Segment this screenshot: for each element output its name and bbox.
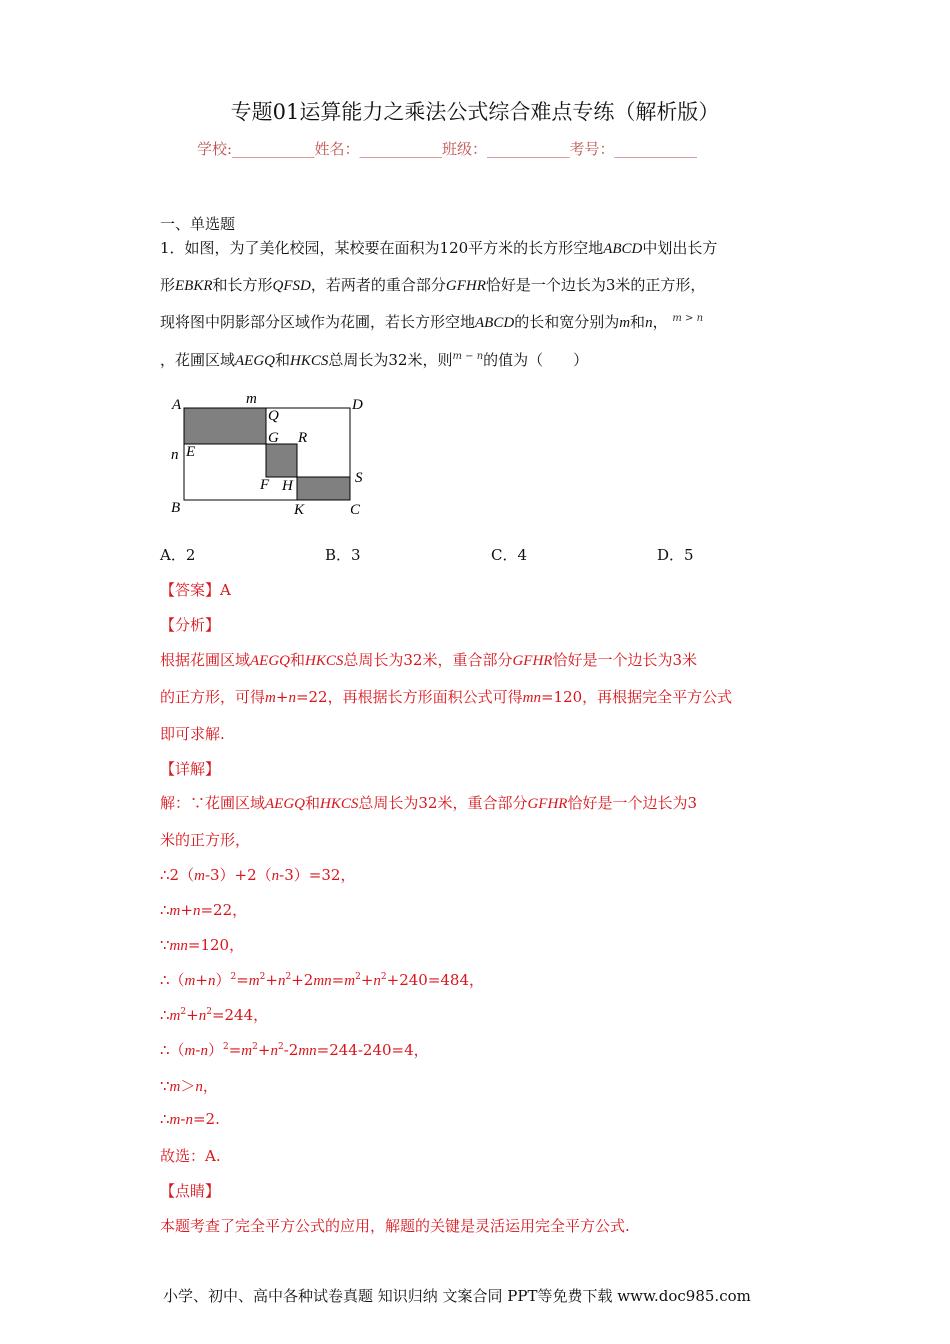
text-segment: m bbox=[194, 868, 205, 884]
text-segment: + bbox=[265, 971, 278, 989]
text-segment: 和 bbox=[275, 351, 291, 369]
label-m: m bbox=[246, 391, 257, 407]
text-line bbox=[160, 686, 732, 707]
text-segment: ABCD bbox=[475, 315, 515, 331]
answer-line: 【答案】A bbox=[160, 581, 231, 599]
text-line bbox=[160, 274, 705, 295]
text-segment: 米的正方形， bbox=[160, 831, 251, 849]
label-f: F bbox=[260, 477, 270, 493]
text-segment: 形 bbox=[160, 276, 176, 294]
option-a: A．2 bbox=[160, 546, 196, 564]
label-k: K bbox=[294, 502, 305, 518]
text-segment: ∴（ bbox=[160, 971, 185, 989]
text-segment: ∴ bbox=[160, 1006, 170, 1024]
text-segment: =22， bbox=[200, 901, 248, 919]
text-segment: 恰好是一个边长为3米 bbox=[552, 651, 698, 669]
shaded-gfhr bbox=[266, 444, 297, 477]
text-line bbox=[160, 899, 247, 920]
label-a: A bbox=[172, 397, 182, 413]
text-segment: 总周长为32米，重合部分 bbox=[343, 651, 513, 669]
text-segment: m bbox=[344, 973, 356, 989]
label-r: R bbox=[298, 430, 308, 446]
text-segment: GFHR bbox=[445, 278, 486, 294]
text-segment: 恰好是一个边长为3 bbox=[567, 794, 698, 812]
text-segment: 2 bbox=[222, 1042, 229, 1052]
text-line bbox=[160, 723, 225, 744]
text-segment: m bbox=[169, 1008, 181, 1024]
text-segment: GFHR bbox=[512, 653, 553, 669]
comment-heading: 【点睛】 bbox=[160, 1182, 221, 1200]
text-segment: ∵ bbox=[160, 1077, 170, 1095]
text-line bbox=[160, 237, 717, 258]
text-segment: ） bbox=[215, 971, 231, 989]
text-segment: =120，再根据完全平方公式 bbox=[540, 688, 733, 706]
label-s: S bbox=[355, 470, 363, 486]
text-segment: n bbox=[198, 1008, 207, 1024]
text-segment: m bbox=[169, 1112, 181, 1128]
text-segment: + bbox=[257, 1041, 271, 1059]
text-segment: +240=484， bbox=[386, 971, 485, 989]
text-segment: 总周长为32米，则 bbox=[328, 351, 453, 369]
text-segment: n bbox=[192, 903, 201, 919]
text-segment: - bbox=[195, 1041, 201, 1059]
student-info-line: 学校:___________姓名：___________班级：___________考号：___________ bbox=[197, 140, 698, 158]
text-segment: 的值为（ ） bbox=[483, 351, 589, 369]
text-segment: + bbox=[180, 901, 193, 919]
text-segment: = bbox=[228, 1041, 242, 1059]
text-segment: =2. bbox=[192, 1110, 220, 1128]
text-segment: 和 bbox=[305, 794, 321, 812]
text-segment: ＞ bbox=[180, 1077, 196, 1095]
text-line bbox=[160, 934, 244, 955]
analysis-heading: 【分析】 bbox=[160, 616, 221, 634]
text-segment: +2 bbox=[291, 971, 314, 989]
text-line bbox=[160, 349, 588, 370]
text-segment: ） bbox=[207, 1041, 223, 1059]
text-line bbox=[160, 1145, 221, 1166]
text-segment: + bbox=[275, 688, 289, 706]
text-segment: =244， bbox=[211, 1006, 269, 1024]
text-segment: ∴2（ bbox=[160, 866, 195, 884]
text-segment: 2 bbox=[230, 972, 237, 982]
text-segment: 2 bbox=[285, 972, 292, 982]
text-segment: 恰好是一个边长为3米的正方形， bbox=[485, 276, 706, 294]
text-segment: 的长和宽分别为 bbox=[514, 313, 620, 331]
text-segment: ∴ bbox=[160, 1110, 170, 1128]
text-segment: n bbox=[277, 973, 286, 989]
text-line bbox=[160, 864, 355, 885]
label-c: C bbox=[350, 502, 361, 518]
text-segment: m bbox=[184, 1043, 196, 1059]
text-segment: n bbox=[288, 690, 296, 706]
text-segment: 的正方形，可得 bbox=[160, 688, 266, 706]
text-segment: m > n bbox=[672, 313, 704, 324]
text-segment: 即可求解. bbox=[160, 725, 225, 743]
text-segment: m bbox=[184, 973, 196, 989]
text-segment: 2 bbox=[355, 972, 361, 982]
text-segment: HKCS bbox=[305, 653, 344, 669]
footer-text: 小学、初中、高中各种试卷真题 知识归纳 文案合同 PPT等免费下载 www.doc985.com bbox=[163, 1287, 751, 1305]
comment-text: 本题考查了完全平方公式的应用，解题的关键是灵活运用完全平方公式. bbox=[160, 1217, 630, 1235]
text-segment: mn bbox=[522, 690, 541, 706]
text-segment: m bbox=[265, 690, 276, 706]
text-line bbox=[160, 311, 703, 332]
text-segment: = bbox=[331, 971, 345, 989]
text-segment: HKCS bbox=[290, 353, 329, 369]
text-segment: m bbox=[248, 973, 260, 989]
text-segment: 和 bbox=[630, 313, 646, 331]
label-e: E bbox=[186, 444, 196, 460]
label-n: n bbox=[171, 447, 179, 463]
text-segment: mn bbox=[298, 1043, 317, 1059]
text-segment: QFSD bbox=[272, 278, 311, 294]
text-segment: =244-240=4， bbox=[316, 1041, 429, 1059]
text-segment: ABCD bbox=[603, 241, 643, 257]
text-segment: 2 bbox=[259, 972, 266, 982]
label-g: G bbox=[268, 430, 279, 446]
text-segment: 故选：A. bbox=[160, 1147, 221, 1165]
text-segment: =120， bbox=[187, 936, 245, 954]
text-segment: n bbox=[207, 973, 216, 989]
text-line bbox=[160, 1039, 429, 1060]
text-segment: n bbox=[185, 1112, 193, 1128]
text-segment: AEGQ bbox=[250, 653, 291, 669]
rectangle-figure bbox=[158, 390, 378, 520]
text-segment: ， bbox=[652, 313, 673, 331]
text-segment: + bbox=[186, 1006, 199, 1024]
text-segment: EBKR bbox=[175, 278, 213, 294]
text-line bbox=[160, 792, 697, 813]
text-segment: 2 bbox=[277, 1042, 284, 1052]
text-segment: + bbox=[360, 971, 374, 989]
text-segment: 2 bbox=[206, 1007, 212, 1017]
text-line bbox=[160, 829, 250, 850]
text-segment: 1．如图，为了美化校园，某校要在面积为120平方米的长方形空地 bbox=[160, 239, 604, 257]
text-segment: m bbox=[619, 315, 631, 331]
text-segment: n bbox=[645, 315, 653, 331]
text-segment: 解：∵花圃区域 bbox=[160, 794, 266, 812]
text-line bbox=[160, 969, 484, 990]
label-b: B bbox=[171, 500, 181, 516]
text-segment: AEGQ bbox=[235, 353, 276, 369]
text-segment: 中划出长方 bbox=[642, 239, 718, 257]
text-segment: m bbox=[169, 1079, 181, 1095]
text-segment: 和 bbox=[290, 651, 306, 669]
text-segment: 2 bbox=[380, 972, 387, 982]
text-segment: ∴ bbox=[160, 901, 170, 919]
text-line bbox=[160, 1110, 220, 1129]
text-segment: n bbox=[270, 1043, 278, 1059]
section-heading: 一、单选题 bbox=[160, 215, 236, 233]
shaded-aegq bbox=[184, 408, 266, 444]
text-segment: 2 bbox=[252, 1042, 258, 1052]
text-segment: 现将图中阴影部分区域作为花圃，若长方形空地 bbox=[160, 313, 476, 331]
text-segment: -3）+2（ bbox=[204, 866, 272, 884]
text-segment: ∵ bbox=[160, 936, 170, 954]
text-segment: ，花圃区域 bbox=[160, 351, 236, 369]
label-d: D bbox=[352, 397, 363, 413]
text-segment: mn bbox=[313, 973, 332, 989]
option-c: C．4 bbox=[491, 546, 528, 564]
text-segment: n bbox=[195, 1079, 203, 1095]
text-segment: =22，再根据长方形面积公式可得 bbox=[295, 688, 523, 706]
text-segment: GFHR bbox=[527, 796, 568, 812]
text-segment: AEGQ bbox=[265, 796, 306, 812]
text-segment: 2 bbox=[180, 1007, 187, 1017]
option-d: D．5 bbox=[657, 546, 694, 564]
text-segment: HKCS bbox=[320, 796, 359, 812]
label-q: Q bbox=[268, 408, 279, 424]
text-segment: = bbox=[236, 971, 249, 989]
text-segment: m bbox=[169, 903, 181, 919]
text-segment: n bbox=[373, 973, 381, 989]
text-segment: 和长方形 bbox=[212, 276, 273, 294]
shaded-hkcs bbox=[297, 477, 350, 500]
page-title: 专题01运算能力之乘法公式综合难点专练（解析版） bbox=[230, 100, 720, 124]
text-segment: n bbox=[271, 868, 280, 884]
text-segment: -2 bbox=[283, 1041, 299, 1059]
text-segment: n bbox=[200, 1043, 208, 1059]
label-h: H bbox=[282, 478, 293, 494]
text-segment: ， bbox=[202, 1077, 218, 1095]
text-segment: 根据花圃区域 bbox=[160, 651, 251, 669]
detail-heading: 【详解】 bbox=[160, 760, 221, 778]
text-line bbox=[160, 1075, 218, 1096]
text-segment: m bbox=[241, 1043, 253, 1059]
option-b: B．3 bbox=[325, 546, 361, 564]
text-segment: - bbox=[180, 1110, 186, 1128]
text-segment: 总周长为32米，重合部分 bbox=[358, 794, 528, 812]
text-line bbox=[160, 649, 697, 670]
text-segment: + bbox=[195, 971, 208, 989]
text-line bbox=[160, 1004, 268, 1025]
text-segment: mn bbox=[169, 938, 188, 954]
text-segment: -3）=32， bbox=[279, 866, 356, 884]
text-segment: ∴（ bbox=[160, 1041, 185, 1059]
text-segment: ，若两者的重合部分 bbox=[310, 276, 446, 294]
text-segment: m − n bbox=[452, 351, 484, 362]
